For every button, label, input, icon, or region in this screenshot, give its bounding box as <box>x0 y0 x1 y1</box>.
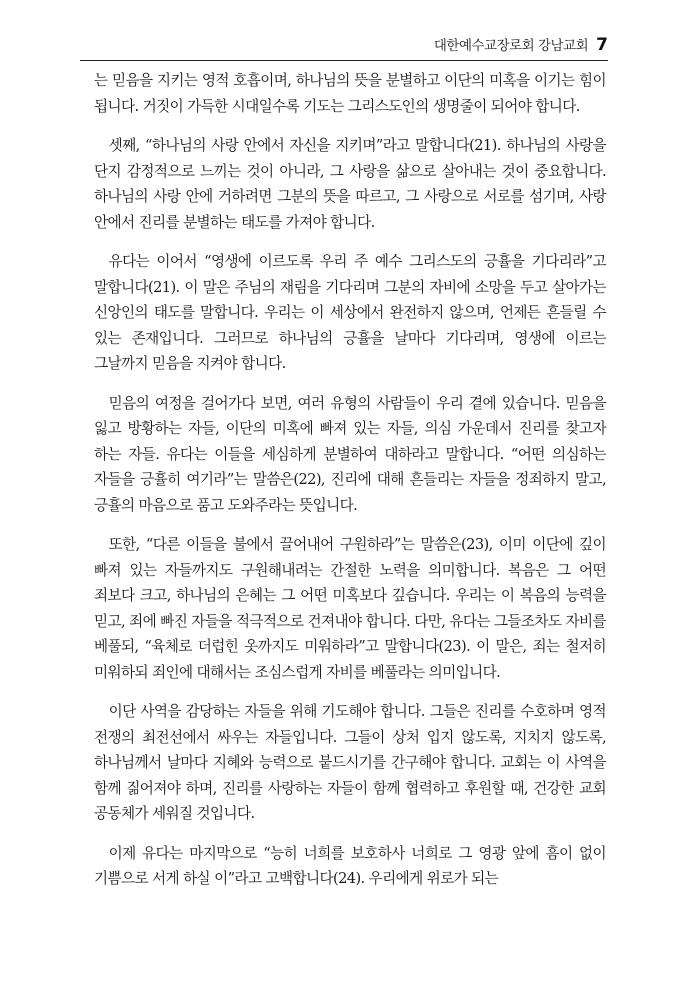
page-header <box>80 34 608 61</box>
paragraph: 믿음의 여정을 걸어가다 보면, 여러 유형의 사람들이 우리 곁에 있습니다. 믿음을 잃고 방황하는 자들, 이단의 미혹에 빠져 있는 자들, 의심 가운데서 진리를 찾고자 하는 자들. 유다는 이들을 세심하게 분별하여 대하라고 말합니다. “어떤 의심하는 자들을 긍휼히 여기라”는 말씀은(22), 진리에 대해 흔들리는 자들을 정죄하지 말고, 긍휼의 마음으로 품고 도와주라는 뜻입니다. <box>94 394 606 514</box>
paragraph: 유다는 이어서 “영생에 이르도록 우리 주 예수 그리스도의 긍휼을 기다리라”고 말합니다(21). 이 말은 주님의 재림을 기다리며 그분의 자비에 소망을 두고 살아가는 신앙인의 태도를 말합니다. 우리는 이 세상에서 완전하지 않으며, 언제든 흔들릴 수 있는 존재입니다. 그러므로 하나님의 긍휼을 날마다 기다리며, 영생에 이르는 그날까지 믿음을 지켜야 합니다. <box>94 253 606 372</box>
paragraph: 이단 사역을 감당하는 자들을 위해 기도해야 합니다. 그들은 진리를 수호하며 영적 전쟁의 최전선에서 싸우는 자들입니다. 그들이 상처 입지 않도록, 지치지 않도록, 하나님께서 날마다 지혜와 능력으로 붙드시기를 간구해야 합니다. 교회는 이 사역을 함께 짊어져야 하며, 진리를 사랑하는 자들이 함께 협력하고 후원할 때, 건강한 교회 공동체가 세워질 것입니다. <box>94 703 606 822</box>
body-text <box>94 68 606 906</box>
paragraph: 셋째, “하나님의 사랑 안에서 자신을 지키며”라고 말합니다(21). 하나님의 사랑을 단지 감정적으로 느끼는 것이 아니라, 그 사랑을 삶으로 살아내는 것이 중요합니다. 하나님의 사랑 안에 거하려면 그분의 뜻을 따르고, 그 사랑으로 서로를 섬기며, 사랑 안에서 진리를 분별하는 태도를 가져야 합니다. <box>94 137 606 231</box>
paragraph: 는 믿음을 지키는 영적 호흡이며, 하나님의 뜻을 분별하고 이단의 미혹을 이기는 힘이 됩니다. 거짓이 가득한 시대일수록 기도는 그리스도인의 생명줄이 되어야 합니다. <box>94 72 606 115</box>
paragraph: 이제 유다는 마지막으로 “능히 너희를 보호하사 너희로 그 영광 앞에 흠이 없이 기쁨으로 서게 하실 이”라고 고백합니다(24). 우리에게 위로가 되는 <box>94 844 606 887</box>
paragraph: 또한, “다른 이들을 불에서 끌어내어 구원하라”는 말씀은(23), 이미 이단에 깊이 빠져 있는 자들까지도 구원해내려는 간절한 노력을 의미합니다. 복음은 그 어떤 죄보다 크고, 하나님의 은혜는 그 어떤 미혹보다 깊습니다. 우리는 이 복음의 능력을 믿고, 죄에 빠진 자들을 적극적으로 건져내야 합니다. 다만, 유다는 그들조차도 자비를 베풀되, “육체로 더럽힌 옷까지도 미워하라”고 말합니다(23). 이 말은, 죄는 철저히 미워하되 죄인에 대해서는 조심스럽게 자비를 베풀라는 의미입니다. <box>94 536 606 681</box>
church-name: 대한예수교장로회 강남교회 <box>433 38 589 54</box>
page-number: 7 <box>596 35 608 55</box>
